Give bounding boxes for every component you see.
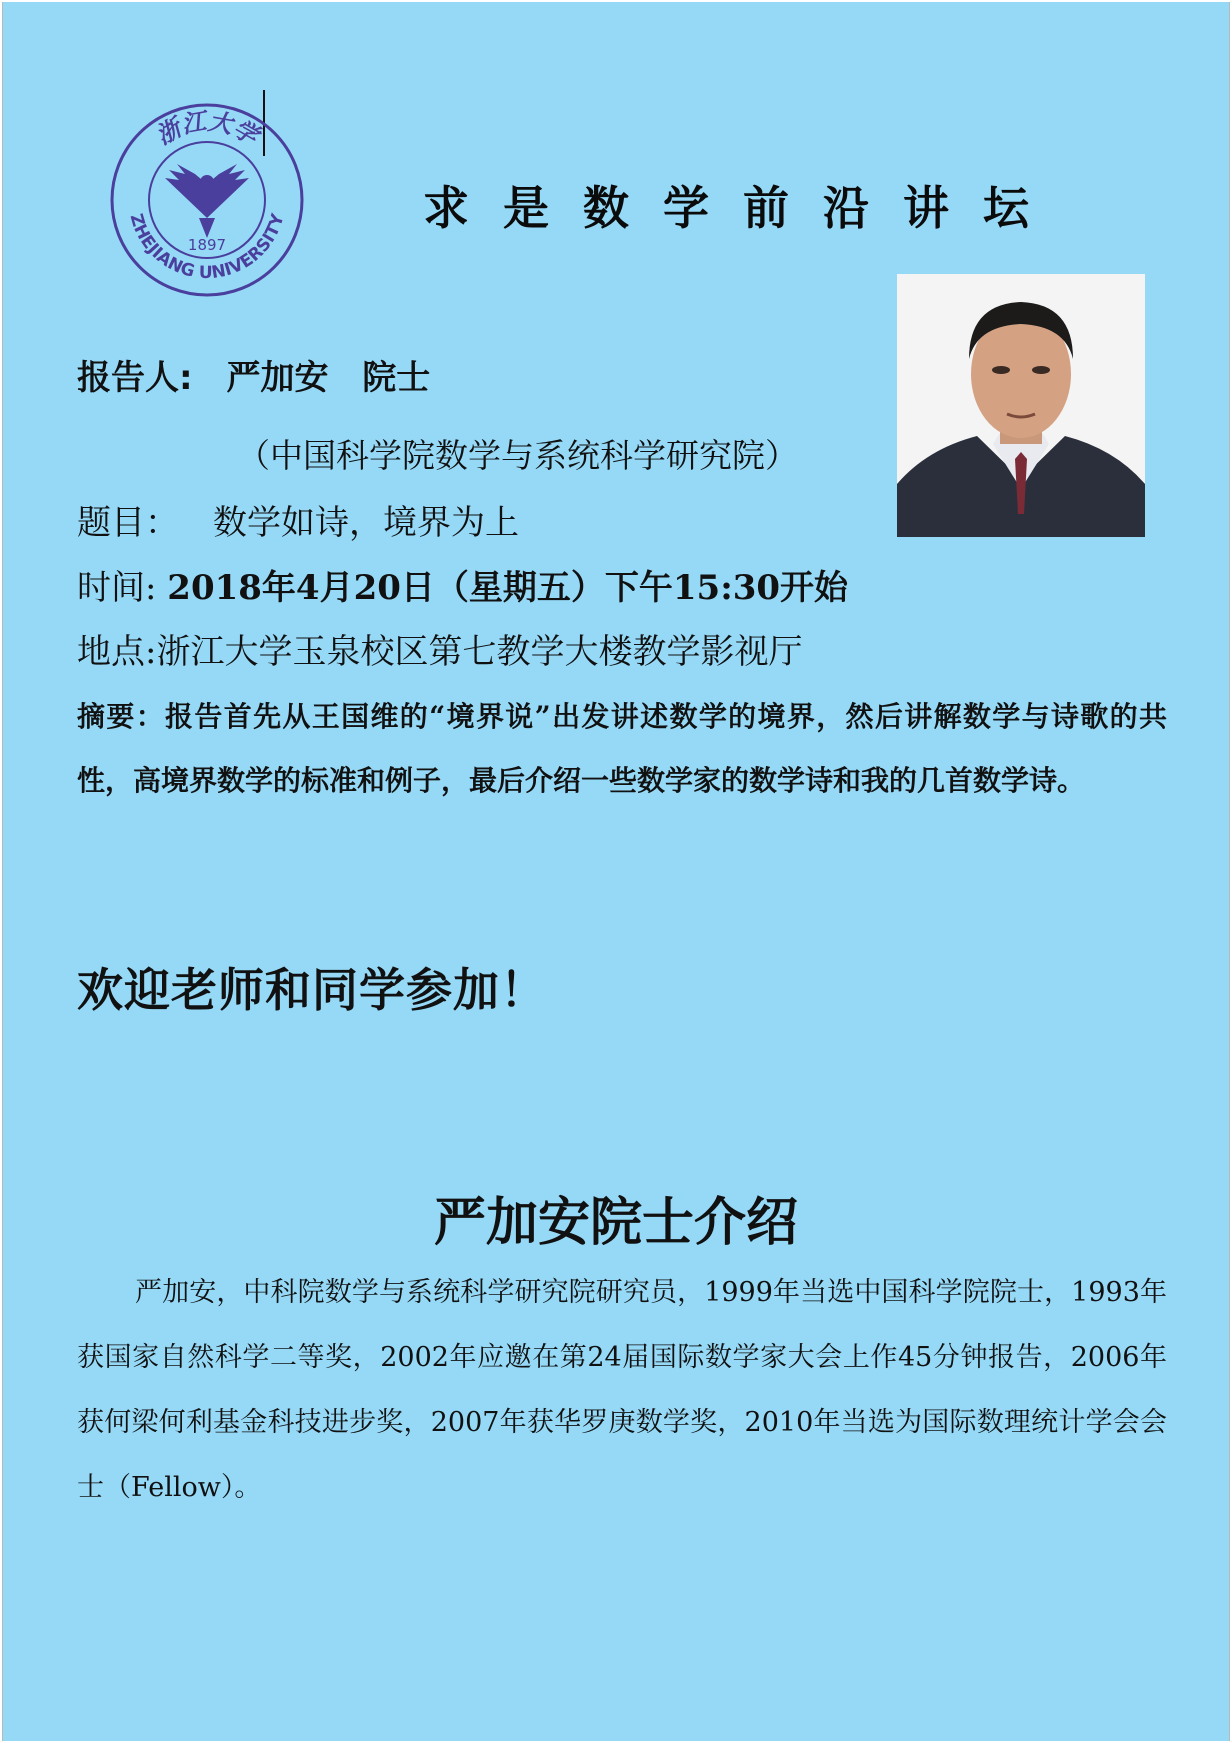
poster	[2, 2, 1230, 1741]
speaker-photo	[897, 274, 1145, 537]
time-value: 2018年4月20日（星期五）下午15:30开始	[167, 568, 849, 608]
speaker-name: 严加安	[226, 358, 329, 398]
welcome-message: 欢迎老师和同学参加！	[77, 963, 547, 1017]
logo-year: 1897	[187, 236, 227, 254]
abstract	[77, 685, 1167, 813]
abstract-text: 报告首先从王国维的“境界说”出发讲述数学的境界，然后讲解数学与诗歌的共性，高境界数学的标准和例子，最后介绍一些数学家的数学诗和我的几首数学诗。	[77, 700, 1167, 797]
eagle-icon	[165, 164, 249, 238]
speaker-rank: 院士	[362, 358, 431, 398]
speaker-label: 报告人:	[77, 358, 193, 398]
intro-title: 严加安院士介绍	[433, 1192, 798, 1253]
venue-line	[77, 624, 802, 673]
speaker-affiliation: （中国科学院数学与系统科学研究院）	[237, 436, 798, 475]
time-line	[77, 560, 848, 609]
intro-body: 严加安，中科院数学与系统科学研究院研究员，1999年当选中国科学院院士，1993年获国家自然科学二等奖，2002年应邀在第24届国际数学家大会上作45分钟报告，2006年获何梁何利基金科技进步奖，2007年获华罗庚数学奖，2010年当选为国际数理统计学会会士（Fellow）。	[77, 1277, 1167, 1503]
venue-value: 浙江大学玉泉校区第七教学大楼教学影视厅	[156, 632, 803, 672]
speaker-line	[77, 350, 430, 399]
page-title: 求是数学前沿讲坛	[423, 181, 1063, 235]
logo-en-text: ZHEJIANG UNIVERSITY	[125, 211, 289, 284]
abstract-label: 摘要：	[77, 700, 166, 733]
zju-logo	[107, 100, 307, 300]
time-label: 时间:	[77, 568, 157, 608]
topic-line	[77, 495, 519, 544]
venue-label: 地点:	[77, 632, 157, 672]
topic-value: 数学如诗，境界为上	[213, 503, 519, 543]
logo-cn-text: 浙江大学	[150, 106, 264, 151]
topic-label: 题目：	[77, 503, 179, 543]
